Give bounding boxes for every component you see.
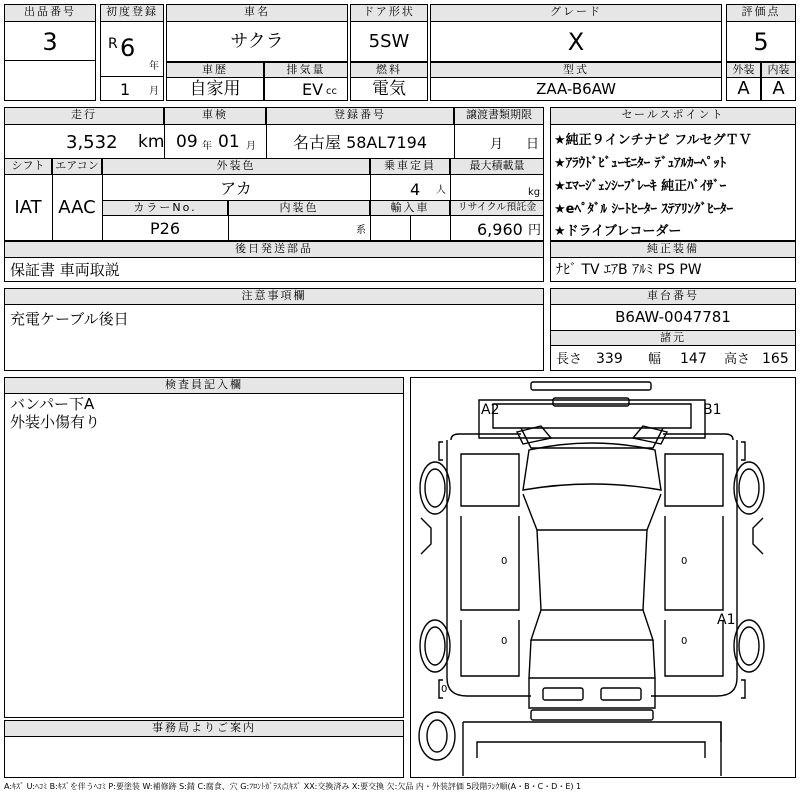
diagram-zero-4: 0 [681,636,688,647]
load-unit: kg [528,187,541,198]
sales-point-4: ★eﾍﾟﾀﾞﾙ ｼｰﾄﾋｰﾀｰ ｽﾃｱﾘﾝｸﾞﾋｰﾀｰ [554,202,734,217]
displacement-value: EV [302,80,324,99]
color-no-value: P26 [149,219,180,238]
diagram-mark-b1: B1 [703,402,722,418]
grade-label: グレード [430,4,722,22]
office-label: 事務局よりご案内 [4,720,404,737]
chassis-value: B6AW-0047781 [615,308,731,326]
capacity-unit: 人 [436,185,446,196]
exterior-label: 外装 [726,62,761,78]
int-color-label: 内装色 [228,200,370,216]
interior-label: 内装 [761,62,796,78]
displacement-label: 排気量 [264,62,348,78]
diagram-zero-1: 0 [501,556,508,567]
later-parts-value: 保証書 車両取説 [10,261,120,279]
interior-value: A [772,78,785,99]
ext-color-label: 外装色 [102,158,370,175]
sales-points-label: セールスポイント [550,107,796,125]
ext-color-value: アカ [220,179,252,198]
displacement-unit: cc [326,86,337,97]
door-label: ドア形状 [350,4,428,22]
capacity-value: 4 [410,180,421,199]
transfer-month-unit: 月 [490,137,504,152]
history-value: 自家用 [189,79,241,99]
exterior-value: A [737,78,750,99]
height-label: 高さ [724,352,751,367]
shift-label: シフト [4,158,52,175]
diagram-zero-3: 0 [681,556,688,567]
plate-label: 登録番号 [266,107,454,125]
length-value: 339 [596,351,623,367]
door-value: 5SW [368,31,410,52]
load-label: 最大積載量 [450,158,544,175]
inspection-month-unit: 月 [246,141,256,152]
score-label: 評価点 [726,4,796,22]
inspector-line-1: バンパー下A [10,395,95,413]
inspection-year-unit: 年 [202,141,212,152]
transfer-day-unit: 日 [526,137,540,152]
ac-label: エアコン [52,158,102,175]
inspection-label: 車検 [164,107,266,125]
diagram-mark-a2: A2 [481,402,500,418]
sales-point-5: ★ドライブレコーダー [554,224,682,239]
mileage-value: 3,532 [66,132,118,153]
era-value: R [108,36,118,52]
later-parts-label: 後日発送部品 [4,241,544,258]
dimensions-label: 諸元 [550,330,796,346]
lot-label: 出品番号 [4,4,96,22]
notes-label: 注意事項欄 [4,288,544,305]
name-value: サクラ [230,31,284,52]
equipment-value: ﾅﾋﾞ TV ｴｱB ｱﾙﾐ PS PW [556,262,702,278]
fuel-value: 電気 [372,79,406,99]
sales-point-3: ★ｴﾏｰｼﾞｪﾝｼｰﾌﾞﾚｰｷ 純正ﾊﾞｲｻﾞｰ [554,179,727,194]
mileage-label: 走行 [4,107,164,125]
month-value: 1 [120,80,131,99]
capacity-label: 乗車定員 [370,158,450,175]
length-label: 長さ [556,352,583,367]
transfer-label: 譲渡書類期限 [454,107,544,125]
height-value: 165 [762,351,789,367]
reg-label: 初度登録 [100,4,164,22]
import-label: 輸入車 [370,200,450,216]
chassis-label: 車台番号 [550,288,796,305]
inspection-month: 01 [218,132,240,152]
recycle-label: リサイクル預託金 [450,200,544,216]
mileage-unit: km [138,132,165,152]
fuel-label: 燃料 [350,62,428,78]
history-label: 車歴 [166,62,264,78]
sales-point-1: ★純正９インチナビ フルセグＴＶ [554,133,752,148]
recycle-unit: 円 [528,223,542,238]
inspector-line-2: 外装小傷有り [10,413,101,431]
inspector-label: 検査員記入欄 [4,377,404,394]
inspection-year: 09 [176,132,198,152]
grade-value: X [567,28,585,56]
diagram-zero-5: 0 [441,684,448,695]
diagram-mark-a1: A1 [717,612,736,628]
score-value: 5 [753,28,769,56]
width-value: 147 [680,351,707,367]
shift-value: IAT [14,197,42,218]
diagram-zero-2: 0 [501,636,508,647]
equipment-label: 純正装備 [550,241,796,258]
width-label: 幅 [648,352,662,367]
legend-text: A:ｷｽﾞ U:ﾍｺﾐ B:ｷｽﾞを伴うﾍｺﾐ P:要塗装 W:補修跡 S:錆 C:腐食、穴 G:ﾌﾛﾝﾄｶﾞﾗｽ点ｷｽﾞ XX:交換済み X:要交換 欠:欠品 内・外装評価 5段階ﾗﾝｸ順(A・B・C・D・E) 1 [4,782,582,791]
name-label: 車名 [166,4,348,22]
damage-diagram [410,377,796,778]
year-unit: 年 [149,61,159,72]
model-label: 型式 [430,62,722,78]
year-value: 6 [120,34,136,62]
plate-value: 名古屋 58AL7194 [292,133,428,152]
sales-point-2: ★ｱﾗｳﾄﾞﾋﾞｭｰﾓﾆﾀｰ ﾃﾞｭｱﾙｶｰﾍﾟｯﾄ [554,156,727,171]
color-no-label: カラーNo. [102,200,228,216]
car-diagram [411,378,795,777]
month-unit: 月 [149,86,159,97]
ac-value: AAC [58,197,96,218]
model-value: ZAA-B6AW [536,80,616,98]
lot-value: 3 [42,28,58,56]
notes-value: 充電ケーブル後日 [10,310,129,328]
recycle-value: 6,960 [477,220,523,239]
int-color-unit: 系 [356,225,366,236]
